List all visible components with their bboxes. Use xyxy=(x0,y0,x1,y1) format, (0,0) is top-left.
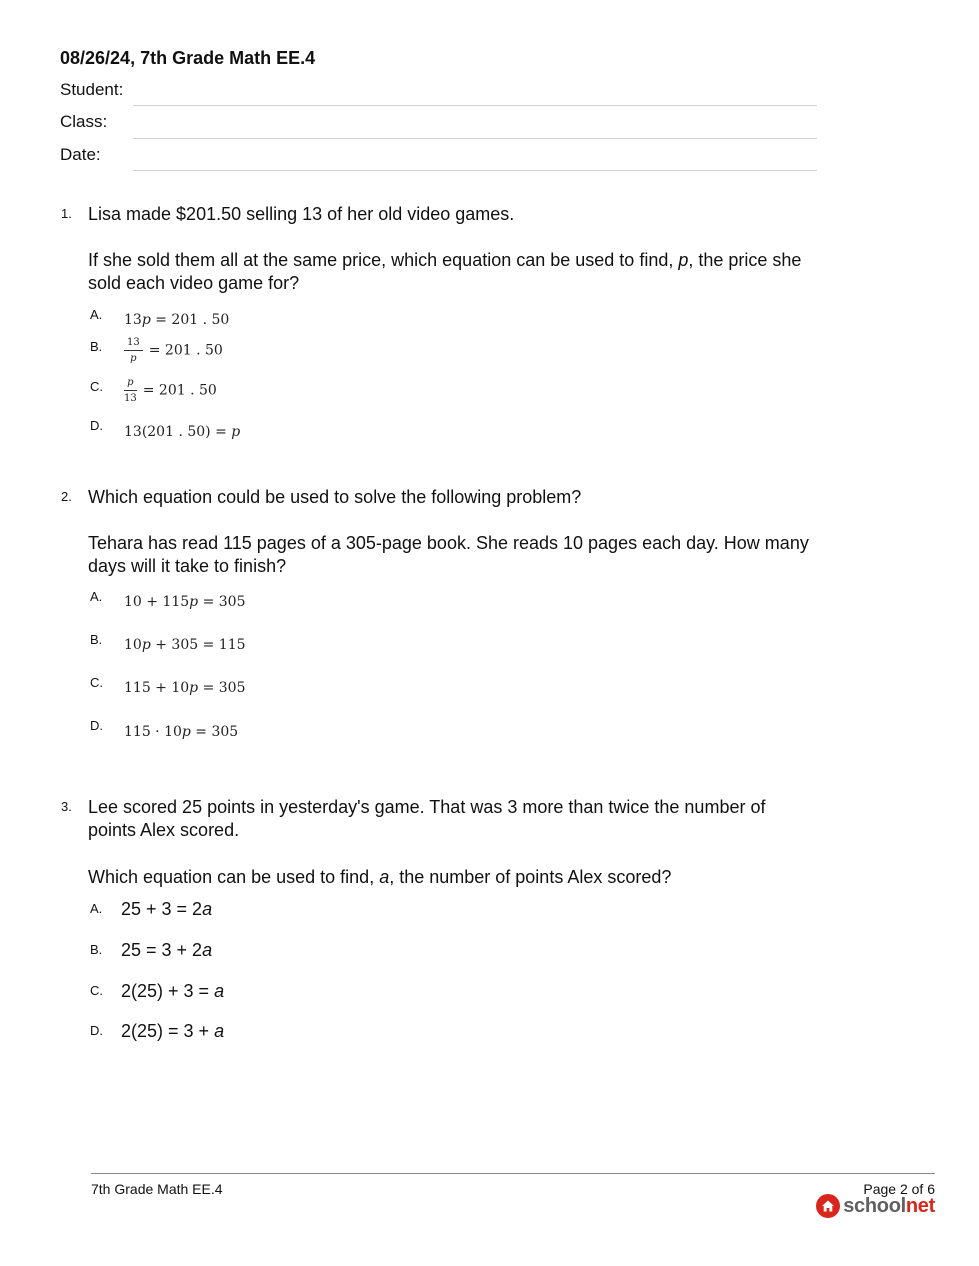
q3-option-c-label[interactable]: C. xyxy=(90,983,103,998)
question-1-line1: Lisa made $201.50 selling 13 of her old video games. xyxy=(88,204,515,224)
footer-page-number: Page 2 of 6 xyxy=(863,1181,935,1197)
q3-option-d-label[interactable]: D. xyxy=(90,1023,103,1038)
page-title: 08/26/24, 7th Grade Math EE.4 xyxy=(60,48,316,68)
class-label: Class: xyxy=(60,112,108,131)
q2-option-d-label[interactable]: D. xyxy=(90,718,103,733)
q2-option-b-equation[interactable]: 10p + 305 = 115 xyxy=(124,637,246,653)
q3-option-b-equation[interactable]: 25 = 3 + 2a xyxy=(121,940,213,960)
q2-option-c-label[interactable]: C. xyxy=(90,675,103,690)
q1-option-a-label[interactable]: A. xyxy=(90,307,103,322)
q1-option-d-equation[interactable]: 13(201 . 50) = p xyxy=(124,424,241,440)
q2-option-c-equation[interactable]: 115 + 10p = 305 xyxy=(124,680,246,696)
question-1-number: 1. xyxy=(61,206,72,221)
q3-option-a-label[interactable]: A. xyxy=(90,901,103,916)
student-label: Student: xyxy=(60,80,124,99)
q3-option-d-equation[interactable]: 2(25) = 3 + a xyxy=(121,1021,225,1041)
q1-option-a-equation[interactable]: 13p = 201 . 50 xyxy=(124,312,230,328)
q1-option-d-label[interactable]: D. xyxy=(90,418,103,433)
q1-option-b-label[interactable]: B. xyxy=(90,339,103,354)
q2-option-b-label[interactable]: B. xyxy=(90,632,103,647)
question-3-line2: Which equation can be used to find, a, the number of points Alex scored? xyxy=(88,867,672,887)
home-icon xyxy=(816,1194,840,1218)
question-2-line1: Which equation could be used to solve the following problem? xyxy=(88,487,582,507)
question-3-number: 3. xyxy=(61,799,72,814)
question-2-number: 2. xyxy=(61,489,72,504)
q2-option-d-equation[interactable]: 115 · 10p = 305 xyxy=(124,724,239,740)
q3-option-a-equation[interactable]: 25 + 3 = 2a xyxy=(121,899,213,919)
q3-option-c-equation[interactable]: 2(25) + 3 = a xyxy=(121,981,225,1001)
logo-wordmark: schoolnet xyxy=(843,1194,935,1217)
question-3-line1: Lee scored 25 points in yesterday's game. That was 3 more than twice the number of points Alex scored. xyxy=(88,797,766,840)
q2-option-a-label[interactable]: A. xyxy=(90,589,103,604)
date-line xyxy=(133,170,817,171)
question-2-line2: Tehara has read 115 pages of a 305-page book. She reads 10 pages each day. How many days will it take to finish? xyxy=(88,533,809,576)
date-label: Date: xyxy=(60,145,101,164)
class-line xyxy=(133,138,817,139)
footer-doc-title: 7th Grade Math EE.4 xyxy=(91,1181,223,1197)
q2-option-a-equation[interactable]: 10 + 115p = 305 xyxy=(124,594,246,610)
footer-divider xyxy=(91,1173,935,1174)
question-1-line2: If she sold them all at the same price, which equation can be used to find, p, the price she sold each video game for? xyxy=(88,250,802,293)
q1-option-b-equation[interactable]: $\frac{13}{p}$ = 201 . 50 xyxy=(124,337,223,364)
q3-option-b-label[interactable]: B. xyxy=(90,942,103,957)
q1-option-c-equation[interactable]: $\frac{p}{13}$ = 201 . 50 xyxy=(124,377,217,404)
q1-option-c-label[interactable]: C. xyxy=(90,379,103,394)
student-line xyxy=(133,105,817,106)
schoolnet-logo xyxy=(816,1194,935,1218)
